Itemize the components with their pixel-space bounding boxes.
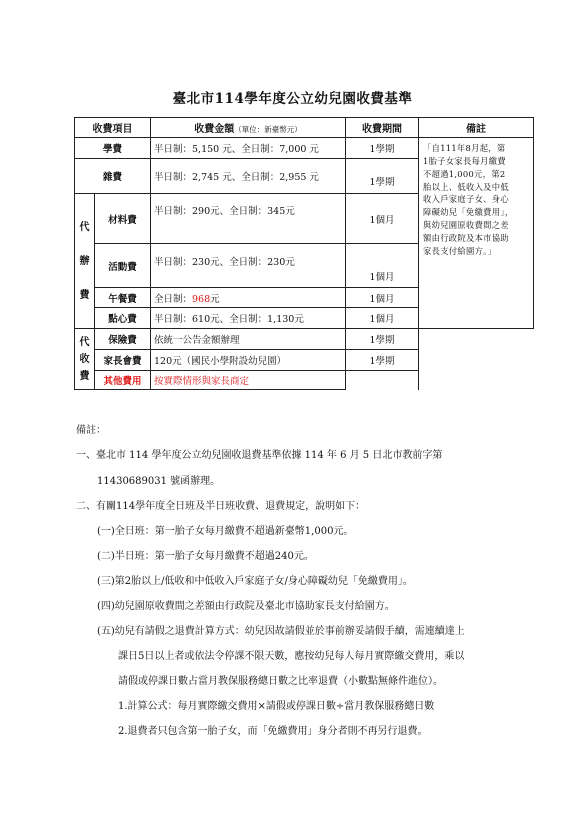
parents-fee-label: 家長會費 [95,350,151,371]
remark-item-1-line-2: 11430689031 號函辦理。 [97,476,221,487]
tuition-label: 學費 [75,138,151,159]
note-line: 1胎子女家長每月繳費 [423,155,506,166]
note-line: 額由行政院及本市協助 [423,233,509,244]
parents-fee-amount: 120元（國民小學附設幼兒園） [151,350,346,371]
header-note: 備註 [419,118,534,138]
misc-period: 1學期 [346,159,419,194]
agency-fee-group-label: 代 辦 費 [75,194,95,329]
remark-sub-1: (一)全日班：第一胎子女每月繳費不超過新臺幣1,000元。 [97,526,354,537]
remarks-heading: 備註： [76,425,106,436]
table-row [75,138,534,159]
remark-item-2: 二、有關114學年度全日班及半日班收費、退費規定，說明如下： [76,501,366,512]
header-amount: 收費金額（單位：新臺幣元） [151,118,346,138]
note-line: 收入戶家庭子女、身心 [423,194,509,205]
parents-fee-period: 1學期 [346,350,419,371]
collect-fee-group-label: 代 收 費 [75,329,95,390]
other-fee-amount: 按實際情形與家長商定 [151,371,346,390]
activity-period: 1個月 [346,244,419,288]
table-row [75,329,534,350]
other-fee-period-empty [346,371,419,390]
remark-sub-4: (四)幼兒園原收費間之差額由行政院及臺北市協助家長支付給園方。 [97,601,395,612]
materials-amount: 半日制：290元、全日制：345元 [151,194,346,244]
insurance-label: 保險費 [95,329,151,350]
activity-amount: 半日制：230元、全日制：230元 [151,244,346,288]
remark-calc-1: 1.計算公式：每月實際繳交費用×請假或停課日數÷當月教保服務總日數 [118,701,435,712]
note-line: 胎以上、低收入及中低 [423,181,509,192]
note-line: 不超過1,000元，第2 [423,168,506,179]
note-cell [419,138,534,329]
note-line: 與幼兒園原收費間之差 [423,220,509,231]
materials-period: 1個月 [346,194,419,244]
remark-sub-3: (三)第2胎以上/低收和中低收入戶家庭子女/身心障礙幼兒「免繳費用」。 [97,576,413,587]
activity-label: 活動費 [95,244,151,288]
lunch-amount-value: 968 [192,293,211,305]
tuition-amount: 半日制：5,150 元、全日制：7,000 元 [151,138,346,159]
table-header-row [75,118,534,138]
snack-amount: 半日制：610元、全日制：1,130元 [151,308,346,329]
remark-sub-5-line-1: (五)幼兒有請假之退費計算方式：幼兒因故請假並於事前辦妥請假手續，需連續達上 [97,626,465,637]
materials-label: 材料費 [95,194,151,244]
note-line: 家長支付給園方。」 [423,245,497,256]
note-line: 「自111年8月起，第 [423,143,506,153]
header-item: 收費項目 [75,118,151,138]
misc-amount: 半日制：2,745 元、全日制：2,955 元 [151,159,346,194]
remark-calc-2: 2.退費者只包含第一胎子女，而「免繳費用」身分者則不再另行退費。 [118,726,428,737]
insurance-amount: 依統一公告金額辦理 [151,329,346,350]
lunch-amount: 全日制：968元 [151,288,346,308]
tuition-period: 1學期 [346,138,419,159]
header-period: 收費期間 [346,118,419,138]
lunch-label: 午餐費 [95,288,151,308]
remark-item-1-line-1: 一、臺北市 114 學年度公立幼兒園收退費基準依據 114 年 6 月 5 日北市教前字第 [76,450,443,461]
other-fee-label: 其他費用 [95,371,151,390]
insurance-period: 1學期 [346,329,419,350]
remark-sub-5-line-3: 請假或停課日數占當月教保服務總日數之比率退費（小數點無條件進位）。 [118,676,443,687]
remark-sub-5-line-2: 課日5日以上者或依法令停課不限天數，應按幼兒每人每月實際繳交費用，乘以 [118,651,465,662]
snack-period: 1個月 [346,308,419,329]
header-amount-unit: （單位：新臺幣元） [234,125,302,134]
lunch-period: 1個月 [346,288,419,308]
snack-label: 點心費 [95,308,151,329]
fee-table [74,117,534,390]
note-line: 障礙幼兒「免繳費用」， [423,207,514,218]
page-title: 臺北市114學年度公立幼兒園收費基準 [172,91,413,107]
empty-note-area [419,329,534,390]
misc-label: 雜費 [75,159,151,194]
remark-sub-2: (二)半日班：第一胎子女每月繳費不超過240元。 [97,551,314,562]
